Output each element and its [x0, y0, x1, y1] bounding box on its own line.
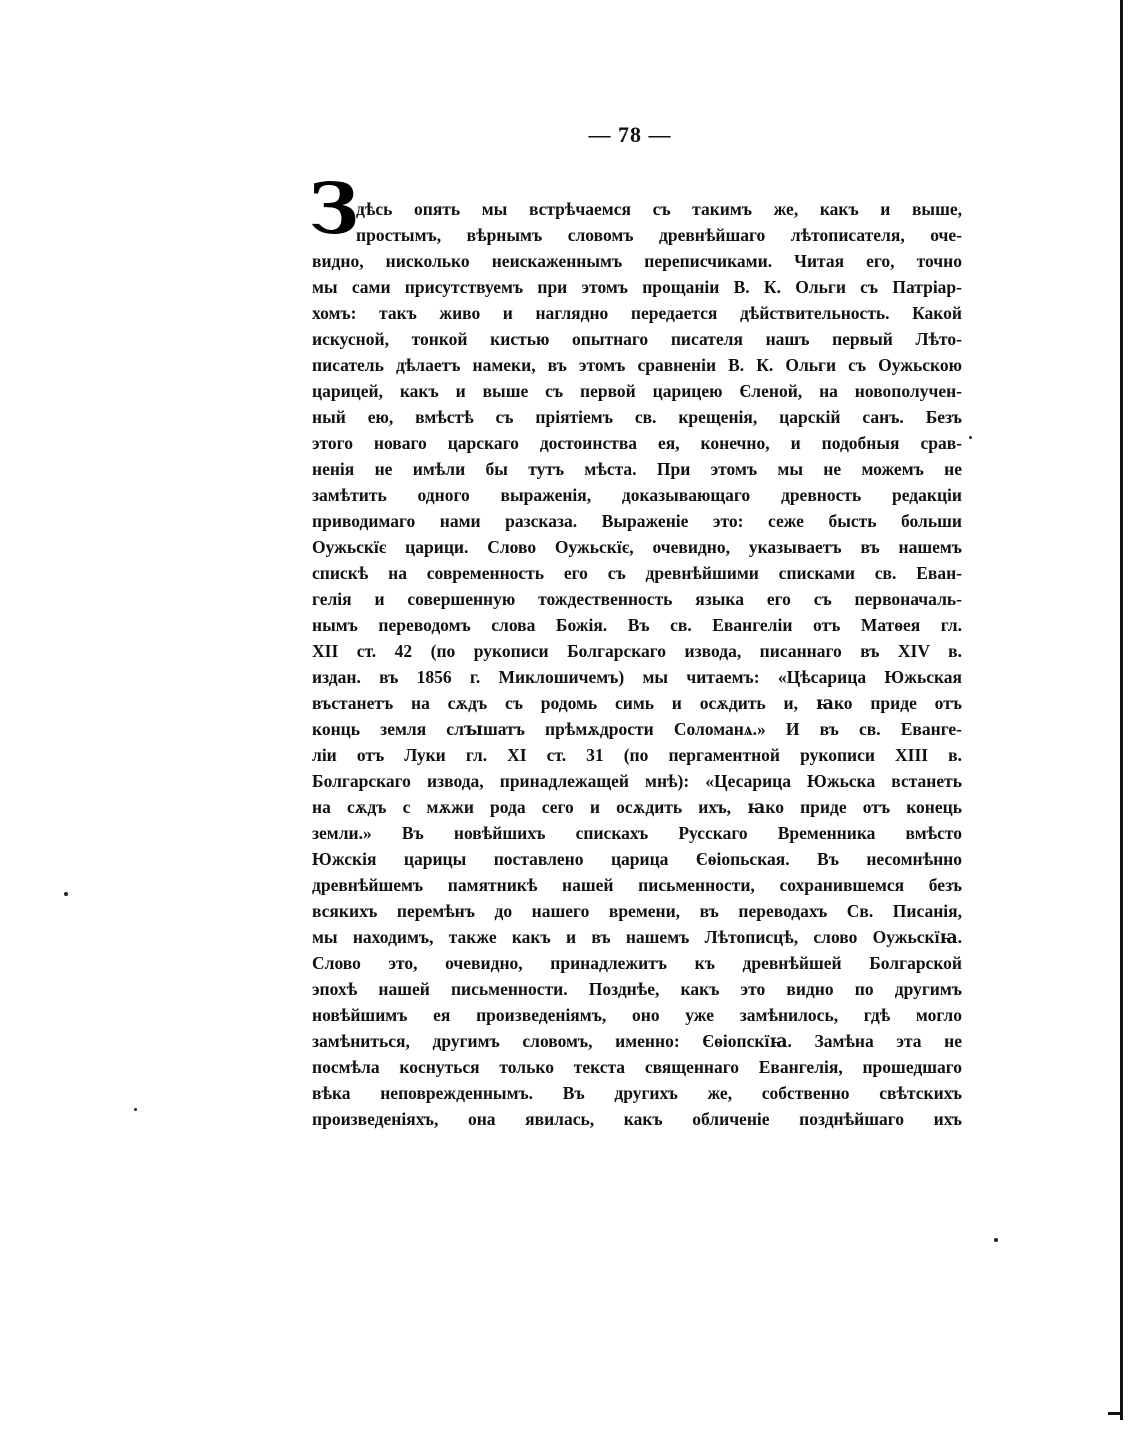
text-line: приводимаго нами разсказа. Выраженіе это: сеже бысть больши — [312, 511, 962, 531]
text-line: вѣка неповрежденнымъ. Въ другихъ же, собственно свѣтскихъ — [312, 1083, 962, 1103]
text-line: мы находимъ, также какъ и въ нашемъ Лѣтописцѣ, слово Оужьскїꙗ. — [312, 927, 962, 947]
text-line: издан. въ 1856 г. Миклошичемъ) мы читаемъ: «Цѣсарица Южьская — [312, 667, 962, 687]
text-line: земли.» Въ новѣйшихъ спискахъ Русскаго Временника вмѣсто — [312, 823, 962, 843]
text-line: посмѣла коснуться только текста священнаго Евангелія, прошедшаго — [312, 1057, 962, 1077]
text-line: древнѣйшемъ памятникѣ нашей письменности, сохранившемся безъ — [312, 875, 962, 895]
text-line: конць земля слꙑшатъ прѣмѫдрости Соломанѧ.» И въ св. Еванге- — [312, 719, 962, 739]
text-line: произведеніяхъ, она явилась, какъ обличеніе позднѣйшаго ихъ — [312, 1109, 962, 1129]
text-line: замѣтить одного выраженія, доказывающаго древность редакціи — [312, 485, 962, 505]
text-line: въстанетъ на сѫдъ съ родомь симь и осѫдить и, ꙗко приде отъ — [312, 693, 962, 713]
text-line: Оужьскїє царици. Слово Оужьскїє, очевидно, указываетъ въ нашемъ — [312, 537, 962, 557]
text-line: эпохѣ нашей письменности. Позднѣе, какъ это видно по другимъ — [312, 979, 962, 999]
text-line: дѣсь опять мы встрѣчаемся съ такимъ же, какъ и выше, — [356, 199, 962, 219]
scan-speck — [64, 892, 68, 896]
text-line: видно, нисколько неискаженнымъ переписчиками. Читая его, точно — [312, 251, 962, 271]
text-line: XII ст. 42 (по рукописи Болгарскаго извода, писаннаго въ XIV в. — [312, 641, 962, 661]
page-edge-tick — [1108, 1412, 1122, 1415]
text-line: замѣниться, другимъ словомъ, именно: Єѳіопскїꙗ. Замѣна эта не — [312, 1031, 962, 1051]
body-text — [308, 167, 962, 1132]
text-line: простымъ, вѣрнымъ словомъ древнѣйшаго лѣтописателя, оче- — [356, 225, 962, 245]
scan-speck — [134, 1108, 137, 1111]
text-line: на сѫдъ с мѫжи рода сего и осѫдить ихъ, ꙗко приде отъ конець — [312, 797, 962, 817]
text-line: ненія не имѣли бы тутъ мѣста. При этомъ мы не можемъ не — [312, 459, 962, 479]
text-line: нымъ переводомъ слова Божія. Въ св. Евангеліи отъ Матѳея гл. — [312, 615, 962, 635]
page-number: — 78 — — [588, 122, 672, 147]
text-line: мы сами присутствуемъ при этомъ прощаніи В. К. Ольги съ Патріар- — [312, 277, 962, 297]
text-line: всякихъ перемѣнъ до нашего времени, въ переводахъ Св. Писанія, — [312, 901, 962, 921]
text-line: Болгарскаго извода, принадлежащей мнѣ): «Цесарица Южьска встанеть — [312, 771, 962, 791]
scan-speck — [994, 1238, 998, 1242]
text-line: ный ею, вмѣстѣ съ пріятіемъ св. крещенія, царскій санъ. Безъ — [312, 407, 962, 427]
text-line: царицей, какъ и выше съ первой царицею Єленой, на новополучен- — [312, 381, 962, 401]
text-line: писатель дѣлаетъ намеки, въ этомъ сравненіи В. К. Ольги съ Оужьскою — [312, 355, 962, 375]
text-line: гелія и совершенную тождественность языка его съ первоначаль- — [312, 589, 962, 609]
text-line: Южскія царицы поставлено царица Єѳіопьская. Въ несомнѣнно — [312, 849, 962, 869]
text-line: хомъ: такъ живо и наглядно передается дѣйствительность. Какой — [312, 303, 962, 323]
text-line: новѣйшимъ ея произведеніямъ, оно уже замѣнилось, гдѣ могло — [312, 1005, 962, 1025]
drop-cap-initial: З — [308, 167, 360, 250]
scan-speck — [969, 436, 972, 439]
text-line: искусной, тонкой кистью опытнаго писателя нашъ первый Лѣто- — [312, 329, 962, 349]
text-line: этого новаго царскаго достоинства ея, конечно, и подобныя срав- — [312, 433, 962, 453]
text-line: ліи отъ Луки гл. XI ст. 31 (по пергаментной рукописи XIII в. — [312, 745, 962, 765]
text-line: спискѣ на современность его съ древнѣйшими списками св. Еван- — [312, 563, 962, 583]
text-line: Слово это, очевидно, принадлежитъ къ древнѣйшей Болгарской — [312, 953, 962, 973]
page-edge-rule — [1120, 0, 1123, 1420]
